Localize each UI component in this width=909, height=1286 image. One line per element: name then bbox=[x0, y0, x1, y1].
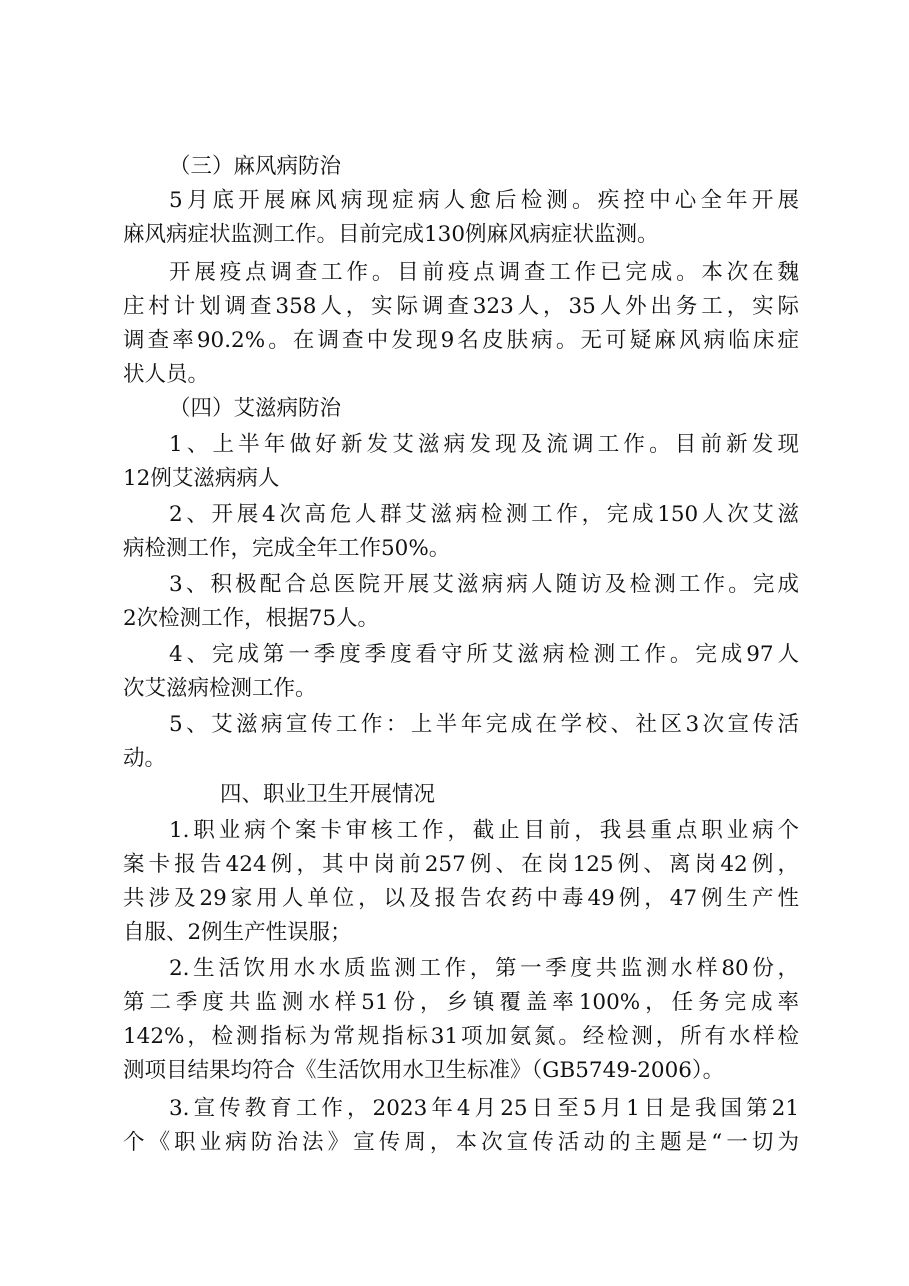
paragraph-line: 测项目结果均符合《生活饮用水卫生标准》（GB5749-2006）。 bbox=[123, 1058, 725, 1083]
paragraph-line: 病检测工作，完成全年工作50%。 bbox=[123, 536, 451, 561]
paragraph-line: 案卡报告424例，其中岗前257例、在岗125例、离岗42例， bbox=[123, 852, 799, 877]
paragraph-line: 自服、2例生产性误服； bbox=[123, 920, 352, 945]
paragraph-line: 个《职业病防治法》宣传周，本次宣传活动的主题是“一切为 bbox=[123, 1130, 799, 1155]
paragraph-line: 2次检测工作，根据75人。 bbox=[123, 606, 380, 631]
paragraph-line: 状人员。 bbox=[123, 362, 210, 387]
paragraph-line: 动。 bbox=[123, 746, 167, 771]
paragraph-line: 1.职业病个案卡审核工作，截止目前，我县重点职业病个 bbox=[169, 818, 799, 843]
paragraph-line: 第二季度共监测水样51份，乡镇覆盖率100%，任务完成率 bbox=[123, 990, 799, 1015]
paragraph-line: 2.生活饮用水水质监测工作，第一季度共监测水样80份， bbox=[169, 956, 799, 981]
paragraph-line: 次艾滋病检测工作。 bbox=[123, 676, 317, 701]
paragraph-line: 开展疫点调查工作。目前疫点调查工作已完成。本次在魏 bbox=[169, 260, 799, 285]
paragraph-line: 5月底开展麻风病现症病人愈后检测。疾控中心全年开展 bbox=[169, 188, 799, 213]
paragraph-line: 142%，检测指标为常规指标31项加氨氮。经检测，所有水样检 bbox=[123, 1024, 799, 1049]
section-heading-occupational-health: 四、职业卫生开展情况 bbox=[220, 782, 436, 807]
paragraph-line: 4、完成第一季度季度看守所艾滋病检测工作。完成97人 bbox=[169, 642, 799, 667]
paragraph-line: 共涉及29家用人单位，以及报告农药中毒49例，47例生产性 bbox=[123, 886, 799, 911]
paragraph-line: 2、开展4次高危人群艾滋病检测工作，完成150人次艾滋 bbox=[169, 502, 799, 527]
paragraph-line: 调查率90.2%。在调查中发现9名皮肤病。无可疑麻风病临床症 bbox=[123, 328, 799, 353]
paragraph-line: 3、积极配合总医院开展艾滋病病人随访及检测工作。完成 bbox=[169, 572, 799, 597]
paragraph-line: 5、艾滋病宣传工作：上半年完成在学校、社区3次宣传活 bbox=[169, 712, 799, 737]
paragraph-line: 1、上半年做好新发艾滋病发现及流调工作。目前新发现 bbox=[169, 432, 799, 457]
paragraph-line: 麻风病症状监测工作。目前完成130例麻风病症状监测。 bbox=[123, 222, 659, 247]
paragraph-line: 12例艾滋病病人 bbox=[123, 466, 280, 491]
paragraph-line: 庄村计划调查358人，实际调查323人，35人外出务工，实际 bbox=[123, 294, 799, 319]
section-heading-aids: （四）艾滋病防治 bbox=[169, 396, 342, 421]
paragraph-line: 3.宣传教育工作，2023年4月25日至5月1日是我国第21 bbox=[169, 1096, 799, 1121]
section-heading-leprosy: （三）麻风病防治 bbox=[169, 154, 342, 179]
